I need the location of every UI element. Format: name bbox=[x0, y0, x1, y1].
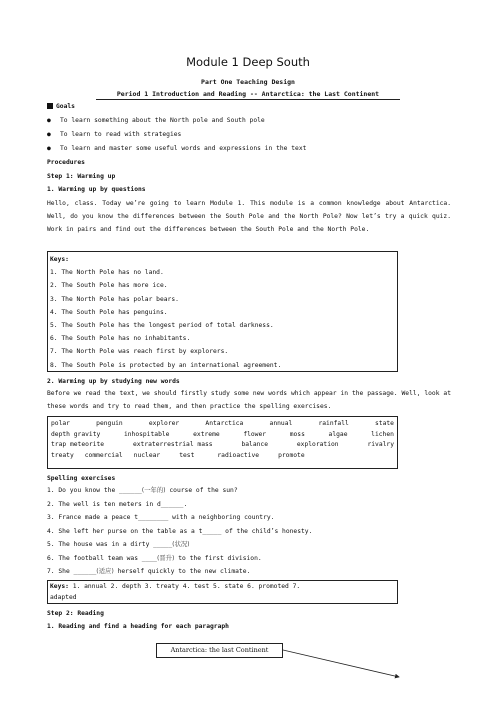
word: balance bbox=[241, 441, 268, 448]
goal-item: ● To learn to read with strategies bbox=[47, 131, 182, 138]
step2-heading: Step 2: Reading bbox=[47, 610, 104, 617]
word: polar bbox=[51, 420, 70, 427]
spelling-item: 3. France made a peace t________ with a neighboring country. bbox=[47, 514, 275, 521]
warmup2-paragraph: Before we read the text, we should firstly study some new words which appear in the passage. Well, look at these words and try to read them, and then practice the spelling exercises. bbox=[47, 390, 451, 411]
word: lichen bbox=[371, 430, 394, 438]
word: annual bbox=[269, 420, 293, 427]
spelling-item: 2. The well is ten meters in d______. bbox=[47, 501, 188, 508]
word: rainfall bbox=[318, 420, 349, 427]
word: state bbox=[375, 420, 394, 427]
key-item: 5. The South Pole has the longest period of total darkness. bbox=[50, 322, 274, 330]
bullet-icon: ● bbox=[47, 131, 51, 138]
word: rivalry bbox=[367, 441, 394, 448]
word: algae bbox=[328, 430, 348, 438]
key-item: 1. The North Pole has no land. bbox=[50, 269, 164, 277]
key-item: 8. The South Pole is protected by an international agreement. bbox=[50, 361, 282, 369]
word: extraterrestrial mass bbox=[132, 441, 213, 448]
bullet-icon: ● bbox=[47, 145, 51, 152]
answer-keys-label: Keys: bbox=[50, 583, 69, 590]
word: moss bbox=[289, 430, 305, 438]
word: commercial bbox=[84, 451, 123, 459]
part-heading: Part One Teaching Design bbox=[201, 78, 295, 86]
goal-item: ● To learn and master some useful words and expressions in the text bbox=[47, 145, 307, 152]
spelling-heading: Spelling exercises bbox=[47, 475, 116, 482]
key-item: 3. The North Pole has polar bears. bbox=[50, 295, 179, 303]
answer-keys-text-cont: adapted bbox=[50, 593, 77, 601]
word: penguin bbox=[96, 420, 123, 427]
word: depth gravity bbox=[51, 430, 101, 438]
procedures-heading: Procedures bbox=[47, 159, 85, 166]
goal-item: ● To learn something about the North pole and South pole bbox=[47, 117, 265, 124]
bullet-icon: ● bbox=[47, 117, 51, 124]
goals-heading: Goals bbox=[47, 103, 75, 111]
arrow-line bbox=[283, 650, 399, 677]
step1-heading: Step 1: Warming up bbox=[47, 173, 116, 180]
warmup1-heading: 1. Warming up by questions bbox=[47, 186, 146, 193]
word: treaty bbox=[51, 451, 74, 459]
word: inhospitable bbox=[123, 430, 170, 438]
key-item: 4. The South Pole has penguins. bbox=[50, 308, 168, 316]
word: exploration bbox=[296, 441, 339, 448]
warmup2-heading: 2. Warming up by studying new words bbox=[47, 378, 180, 385]
keys-label: Keys: bbox=[50, 256, 69, 263]
answer-keys-text: 1. annual 2. depth 3. treaty 4. test 5. state 6. promoted 7. bbox=[68, 583, 301, 590]
word: test bbox=[179, 451, 195, 459]
diagram-main-box: Antarctica: the last Continent bbox=[156, 643, 283, 658]
reading1-heading: 1. Reading and find a heading for each paragraph bbox=[47, 623, 229, 630]
word: extreme bbox=[193, 430, 220, 438]
word: explorer bbox=[148, 420, 180, 427]
key-item: 6. The South Pole has no inhabitants. bbox=[50, 335, 191, 343]
spelling-item: 6. The football team was ____(晋升) to the first division. bbox=[47, 555, 262, 562]
word: nuclear bbox=[133, 451, 161, 459]
key-item: 7. The North Pole was reach first by explorers. bbox=[50, 348, 229, 356]
document-title: Module 1 Deep South bbox=[186, 55, 310, 69]
spelling-item: 1. Do you know the ______(一年的) course of the sun? bbox=[47, 487, 238, 494]
word: promote bbox=[278, 451, 305, 459]
spelling-item: 5. The house was in a dirty _____(状况) bbox=[47, 541, 190, 548]
word: radioactive bbox=[217, 451, 260, 459]
word: Antarctica bbox=[205, 420, 244, 427]
spelling-item: 7. She ______(适应) herself quickly to the new climate. bbox=[47, 568, 251, 575]
spelling-item: 4. She left her purse on the table as a t_____ of the child’s honesty. bbox=[47, 528, 313, 535]
word: trap meteorite bbox=[51, 441, 105, 448]
word: flower bbox=[243, 430, 267, 438]
warmup1-paragraph: Hello, class. Today we’re going to learn Module 1. This module is a common knowledge about Antarctica. Well, do you know the differences between the South Pole and the North Pole? Now let’s try a quick quiz. Work in pairs and find out the differences between the South Pole and the North Pole. bbox=[47, 200, 451, 234]
key-item: 2. The South Pole has more ice. bbox=[50, 282, 168, 290]
period-heading: Period 1 Introduction and Reading -- Antarctica: the Last Continent bbox=[116, 90, 380, 98]
